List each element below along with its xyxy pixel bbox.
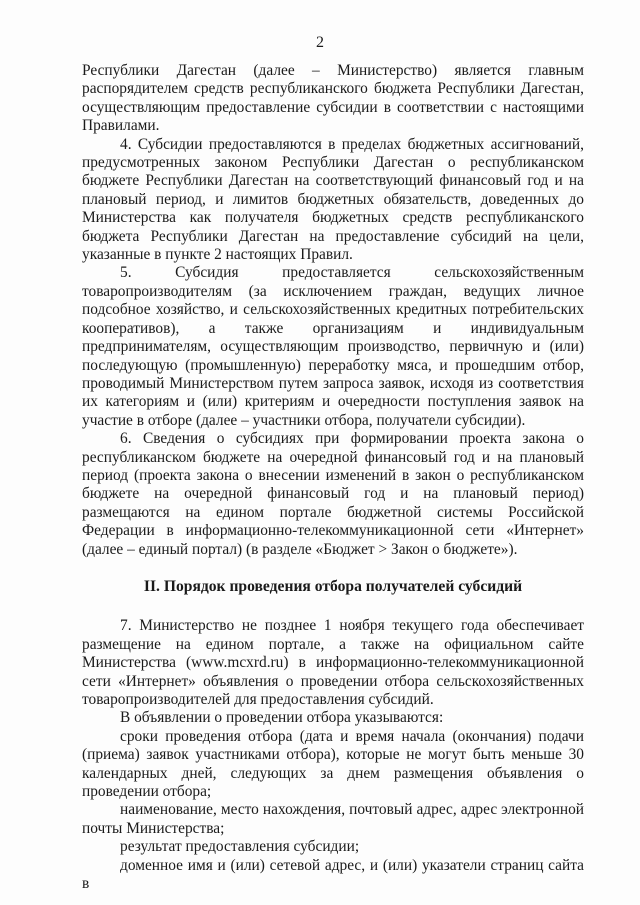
paragraph-ministry-contacts: наименование, место нахождения, почтовый адрес, адрес электронной почты Министерства; [82, 801, 584, 837]
paragraph-deadlines: сроки проведения отбора (дата и время начала (окончания) подачи (приема) заявок участниками отбора), которые не могут быть меньше 30 календарных дней, следующих за днем размещения объявления о проведении отбора; [82, 727, 584, 801]
paragraph-domain: доменное имя и (или) сетевой адрес, и (или) указатели страниц сайта в [82, 856, 584, 893]
paragraph-announcement-intro: В объявлении о проведении отбора указываются: [120, 709, 444, 727]
section-heading: II. Порядок проведения отбора получателей субсидий [143, 577, 523, 595]
paragraph-continuation: Республики Дагестан (далее – Министерство) является главным распорядителем средств республиканского бюджета Республики Дагестан, осуществляющим предоставление субсидии в соответствии с настоящими Правилами. [82, 62, 584, 135]
page-number: 2 [316, 34, 324, 51]
paragraph-5: 5. Субсидия предоставляется сельскохозяйственным товаропроизводителям (за исключением граждан, ведущих личное подсобное хозяйство, и сельскохозяйственных кредитных потребительских кооперативов), а также организациям и индивидуальным предпринимателям, осуществляющим производство, первичную и (или) последующую (промышленную) переработку мяса, и прошедшим отбор, проводимый Министерством путем запроса заявок, исходя из соответствия их категориям и (или) критериям и очередности поступления заявок на участие в отборе (далее – участники отбора, получатели субсидии). [82, 264, 584, 429]
paragraph-4: 4. Субсидии предоставляются в пределах бюджетных ассигнований, предусмотренных законом Республики Дагестан о республиканском бюджете Республики Дагестан на соответствующий финансовый год и на плановый период, и лимитов бюджетных обязательств, доведенных до Министерства как получателя бюджетных средств республиканского бюджета Республики Дагестан на предоставление субсидий на цели, указанные в пункте 2 настоящих Правил. [82, 135, 584, 264]
paragraph-6: 6. Сведения о субсидиях при формировании проекта закона о республиканском бюджете на очередной финансовый год и на плановый период (проекта закона о внесении изменений в закон о республиканском бюджете на очередной финансовый год и на плановый период) размещаются на едином портале бюджетной системы Российской Федерации в информационно-телекоммуникационной сети «Интернет» (далее – единый портал) (в разделе «Бюджет > Закон о бюджете»). [82, 430, 584, 558]
document-body [82, 62, 584, 893]
paragraph-result: результат предоставления субсидии; [120, 838, 360, 856]
paragraph-7: 7. Министерство не позднее 1 ноября текущего года обеспечивает размещение на едином портале, а также на официальном сайте Министерства (www.mcxrd.ru) в информационно-телекоммуникационной сети «Интернет» объявления о проведении отбора сельскохозяйственных товаропроизводителей для предоставления субсидий. [82, 617, 584, 708]
